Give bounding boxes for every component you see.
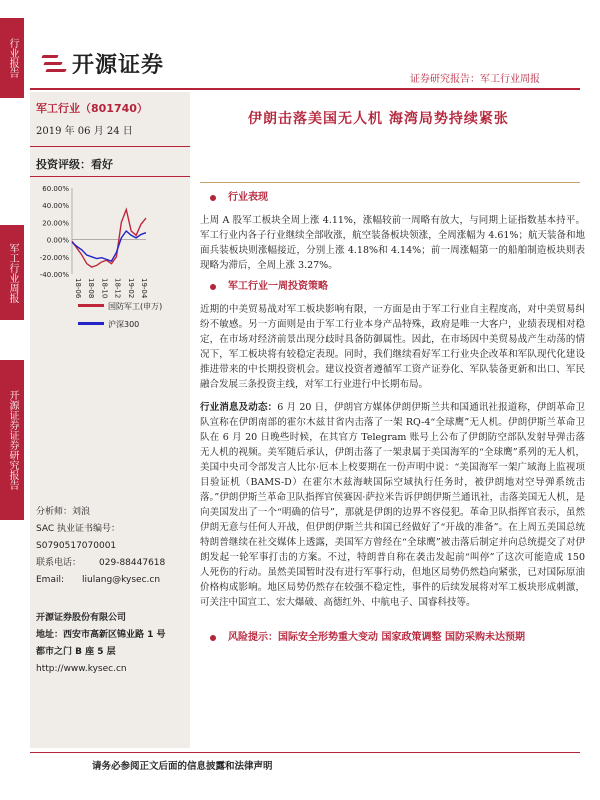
email-link[interactable]: liulang@kysec.cn: [82, 575, 161, 585]
phone-number: 029-88447618: [99, 558, 166, 568]
bullet-icon: [210, 284, 216, 290]
company-name: 开源证券股份有限公司: [36, 613, 127, 623]
x-tick-label: 18-06: [74, 278, 82, 299]
paragraph: 近期的中美贸易战对军工板块影响有限，一方面是由于军工行业自主程度高，对中美贸易纠纷不敏感。另一方面则是由于军工行业本身产品特殊，政府是唯一大客户，业绩表现相对稳定，在市场对经济前景出现分歧时具备防御属性。因此，在市场因中美贸易战产生动荡的情况下，军工板块将有较稳定表现。同时，我们继续看好军工行业央企改革和军队现代化建设推进带来的中长期投资机会。建议投资者遵循军工资产证券化、军队装备更新和出口、军民融合发展三条投资主线，对军工行业进行中长期布局。: [200, 304, 585, 390]
company-address-1: 地址：西安市高新区锦业路 1 号: [36, 630, 166, 640]
company-info: [36, 610, 166, 678]
x-tick-label: 18-10: [100, 278, 109, 299]
report-date: 2019 年 06 月 24 日: [36, 126, 133, 137]
footer-divider: [30, 752, 580, 753]
brand-name: 开源证券: [72, 53, 165, 78]
analyst-name: 分析师：刘浪: [36, 507, 91, 517]
performance-chart: [34, 182, 184, 362]
company-address-2: 都市之门 B 座 5 层: [36, 647, 116, 657]
y-tick-label: 40.00%: [42, 202, 69, 211]
sac-number: S0790517070001: [36, 541, 117, 551]
title-divider: [200, 182, 580, 183]
legend-swatch: [78, 322, 104, 325]
y-tick-label: 0.00%: [46, 236, 69, 245]
report-title: 伊朗击落美国无人机 海湾局势持续紧张: [248, 111, 509, 127]
section-heading-performance: 行业表现: [210, 190, 585, 205]
legend-label: 沪深300: [108, 320, 140, 329]
legend-swatch: [78, 304, 104, 307]
series-line: [72, 210, 146, 268]
left-divider: [30, 146, 190, 147]
x-tick-label: 19-04: [140, 278, 148, 299]
y-tick-label: -40.00%: [39, 271, 69, 279]
report-type: 证券研究报告：军工行业周报: [410, 74, 540, 85]
risk-warning: 风险提示：国际安全形势重大变动 国家政策调整 国防采购未达预期: [210, 630, 585, 645]
x-tick-label: 18-12: [113, 278, 122, 299]
investment-rating: 投资评级：看好: [36, 158, 113, 171]
analyst-info: [36, 504, 165, 589]
news-paragraph: [200, 400, 585, 610]
legend-label: 国防军工(申万): [108, 302, 163, 311]
x-tick-label: 19-02: [126, 278, 135, 299]
side-tab-weekly: 军工行业周报: [0, 225, 24, 320]
header-divider: [30, 88, 580, 90]
side-strip: [0, 0, 24, 800]
brand-logo-icon: [40, 53, 66, 75]
paragraph: 上周 A 股军工板块全周上涨 4.11%，涨幅较前一周略有放大，与同期上证指数基本持平。军工行业内各子行业继续全部收涨，航空装备板块领涨，全周涨幅为 4.61%；航天装备和地面兵装板块则涨幅接近，分别上涨 4.18%和 4.14%；前一周涨幅第一的船舶制造板块则表现略为滞后，全周上涨 3.27%。: [200, 215, 585, 271]
y-tick-label: 60.00%: [42, 185, 69, 193]
section-heading-strategy: 军工行业一周投资策略: [210, 279, 585, 294]
left-divider: [30, 176, 190, 177]
sac-label: SAC 执业证书编号：: [36, 524, 121, 534]
bullet-icon: [210, 635, 216, 641]
x-tick-label: 18-08: [87, 278, 96, 299]
brand-logo: [40, 48, 164, 79]
chart-svg: [34, 182, 184, 362]
email-label: Email:: [36, 575, 65, 585]
side-tab-report: 行业报告: [0, 18, 24, 98]
news-text: 6 月 20 日，伊朗官方媒体伊朗伊斯兰共和国通讯社报道称，伊朗革命卫队宣称在伊朗南部的霍尔木兹甘省内击落了一架 RQ-4“全球鹰”无人机。伊朗伊斯兰革命卫队在 6 月 20 日晚些时候，在其官方 Telegram 账号上公布了伊朗防空部队发射导弹击落无人机的视频。美军随后承认，伊朗击落了一架隶属于美国海军的“全球鹰”系列的无人机，美国中央司令部发言人比尔·厄本上校要期在一份声明中说：“美国海军一架广域海上监视项目验证机（BAMS-D）在霍尔木兹海峡国际空域执行任务时，被伊朗地对空导弹系统击落。”伊朗伊斯兰革命卫队指挥官侯赛因·萨拉米告诉伊朗伊斯兰通讯社，击落美国无人机，是向美国发出了一个“明确的信号”，那就是伊朗的边界不容侵犯。革命卫队指挥官表示，虽然伊朗无意与任何人开战，但伊朗伊斯兰共和国已经做好了“开战的准备”。在上周五美国总统特朗普继续在社交媒体上透露，美国军方曾经在“全球鹰”被击落后制定并向总统提交了对伊朗发起一轮军事打击的方案。不过，特朗普自称在袭击发起前“叫停”了这次可能造成 150 人死伤的行动。虽然美国暂时没有进行军事行动，但地区局势仍然趋向紧张，已对国际原油价格构成影响。地区局势仍然存在较强不稳定性，事件的后续发展将对军工板块形成刺激，可关注中国宣工、宏大爆破、高德红外、中航电子、国睿科技等。: [200, 402, 585, 608]
y-tick-label: -20.00%: [39, 253, 69, 262]
main-content: [200, 190, 585, 645]
news-lead: 行业消息及动态：: [200, 402, 278, 413]
y-tick-label: 20.00%: [42, 219, 69, 228]
footer-disclaimer: 请务必参阅正文后面的信息披露和法律声明: [92, 761, 273, 772]
company-url[interactable]: http://www.kysec.cn: [36, 664, 127, 674]
phone-label: 联系电话：: [36, 558, 82, 568]
left-column: [30, 92, 190, 748]
sector-label: 军工行业（801740）: [36, 102, 148, 115]
side-tab-research: 开源证券证券研究报告: [0, 360, 24, 520]
bullet-icon: [210, 195, 216, 201]
